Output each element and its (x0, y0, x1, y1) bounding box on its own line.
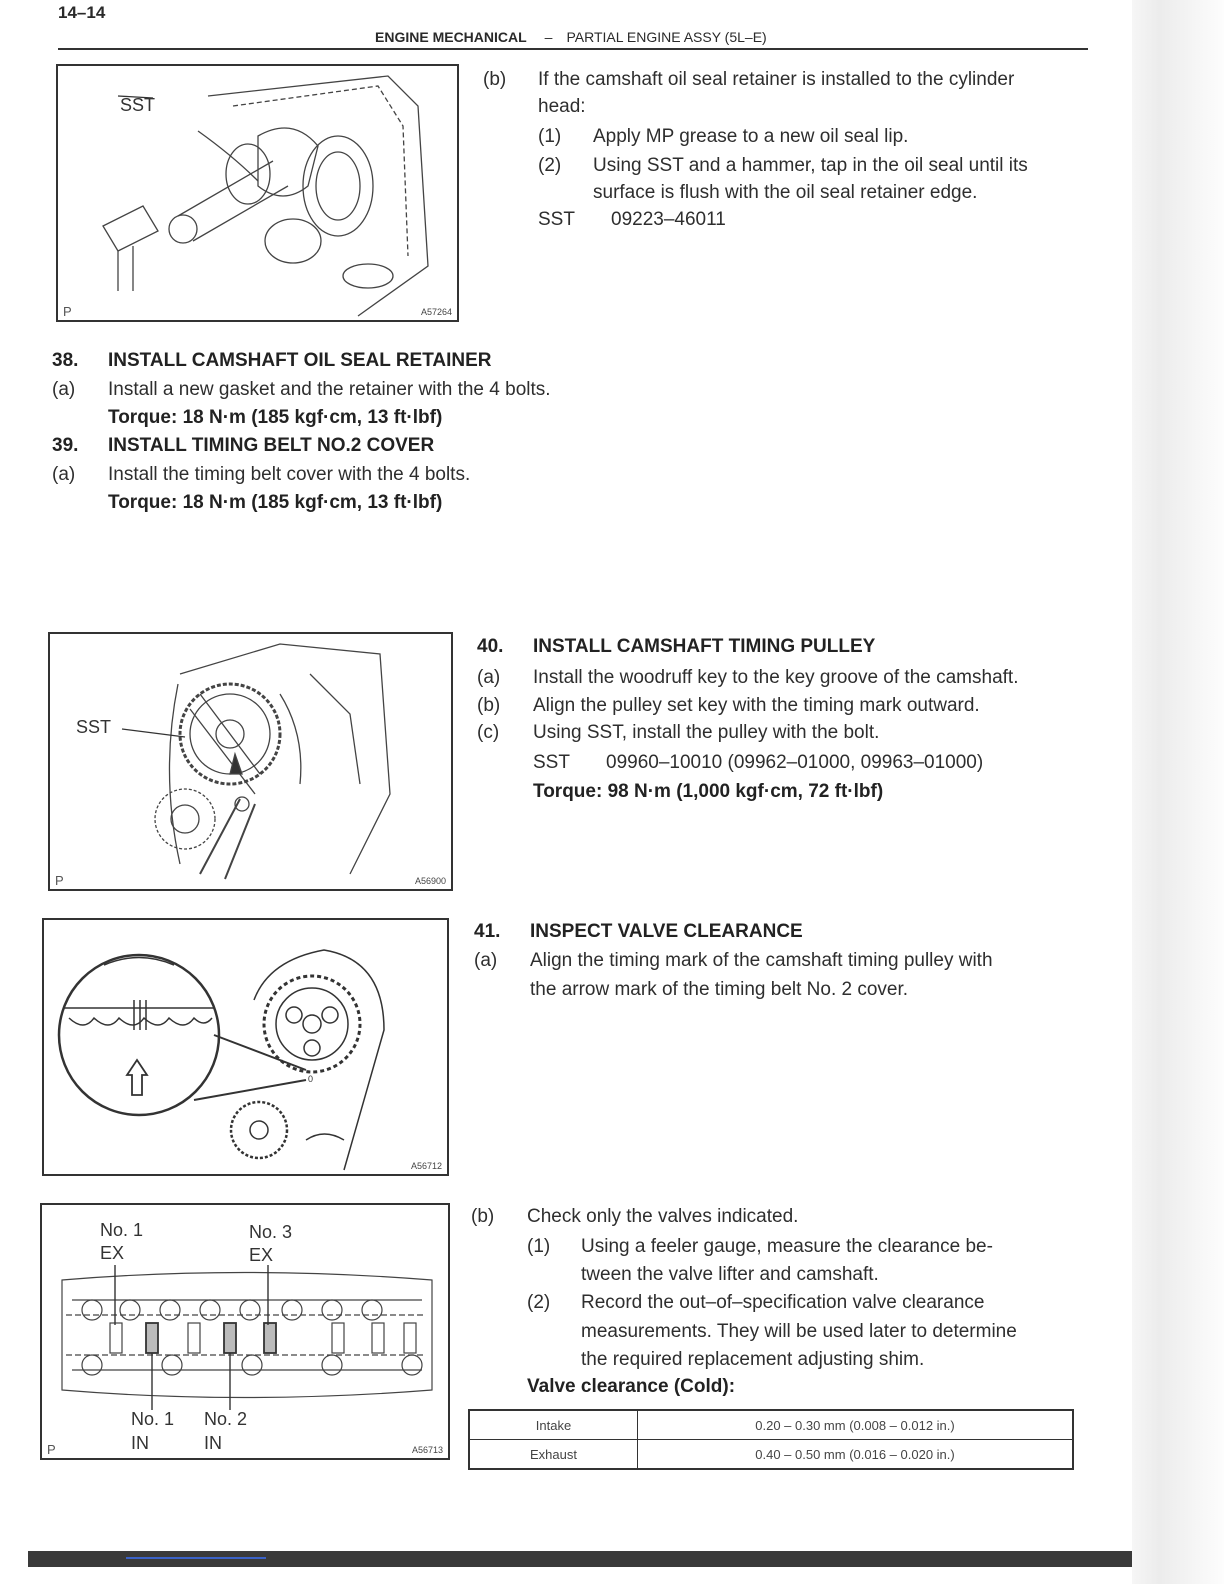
step-37b-line-1: If the camshaft oil seal retainer is installed to the cylinder (538, 69, 1015, 90)
oil-seal-illustration (58, 66, 457, 320)
figure-timing-mark-alignment (42, 918, 449, 1176)
step-38a-marker: (a) (52, 379, 76, 400)
valve-clearance-table (468, 1409, 1074, 1470)
label-no1-in-number: No. 1 (131, 1409, 175, 1429)
step-41b-2-line-1: Record the out–of–specification valve clearance (581, 1292, 985, 1313)
step-37b-2-marker: (2) (538, 155, 562, 176)
step-40b-text: Align the pulley set key with the timing mark outward. (533, 695, 980, 716)
step-37b-marker: (b) (483, 69, 507, 90)
spec-row-value: 0.20 – 0.30 mm (0.008 – 0.012 in.) (638, 1410, 1074, 1440)
step-40c-marker: (c) (477, 722, 500, 743)
step-41b-1-line-2: tween the valve lifter and camshaft. (581, 1264, 879, 1285)
step-37b-sst-label: SST (538, 209, 575, 230)
scan-bottom-bar (28, 1551, 1132, 1567)
figure-code: A57264 (420, 307, 452, 317)
step-40-sst-value: 09960–10010 (09962–01000, 09963–01000) (606, 752, 984, 773)
step-39-title: INSTALL TIMING BELT NO.2 COVER (108, 435, 435, 456)
step-41-number: 41. (474, 921, 501, 942)
figure-corner-mark: P (63, 304, 72, 319)
step-41a-line-2: the arrow mark of the timing belt No. 2 cover. (530, 979, 909, 1000)
header-separator: – (544, 29, 553, 45)
figure-corner-mark: P (47, 1442, 56, 1457)
step-38-number: 38. (52, 350, 79, 371)
page-number: 14–14 (58, 3, 106, 22)
step-39-number: 39. (52, 435, 79, 456)
step-37b-sst-value: 09223–46011 (611, 209, 726, 230)
figure-label-sst: SST (76, 717, 112, 737)
label-no1-ex-type: EX (100, 1243, 125, 1263)
label-no2-in-type: IN (204, 1433, 222, 1453)
spec-row-value: 0.40 – 0.50 mm (0.016 – 0.020 in.) (638, 1440, 1074, 1470)
figure-code: A56900 (414, 876, 446, 886)
table-row (469, 1440, 1073, 1470)
figure-corner-mark: P (55, 873, 64, 888)
step-40c-text: Using SST, install the pulley with the bolt. (533, 722, 880, 743)
step-41b-1-marker: (1) (527, 1236, 551, 1257)
step-37b-2-line-2: surface is flush with the oil seal retainer edge. (593, 182, 978, 203)
timing-pulley-illustration (50, 634, 451, 889)
step-39-torque: Torque: 18 N·m (185 kgf·cm, 13 ft·lbf) (108, 492, 443, 513)
step-41b-2-marker: (2) (527, 1292, 551, 1313)
step-40-number: 40. (477, 636, 504, 657)
spec-title: Valve clearance (Cold): (527, 1376, 736, 1397)
step-41b-marker: (b) (471, 1206, 495, 1227)
page-edge-shadow (1132, 0, 1224, 1584)
figure-code: A56712 (410, 1161, 442, 1171)
step-40a-marker: (a) (477, 667, 501, 688)
spec-row-name: Exhaust (469, 1440, 638, 1470)
label-no2-in-number: No. 2 (204, 1409, 248, 1429)
step-40a-text: Install the woodruff key to the key groove of the camshaft. (533, 667, 1019, 688)
header-section: ENGINE MECHANICAL (375, 29, 527, 45)
step-39a-text: Install the timing belt cover with the 4 bolts. (108, 464, 471, 485)
step-39a-marker: (a) (52, 464, 76, 485)
step-37b-line-2: head: (538, 96, 586, 117)
label-no1-in-type: IN (131, 1433, 149, 1453)
step-40-sst-label: SST (533, 752, 570, 773)
step-38-title: INSTALL CAMSHAFT OIL SEAL RETAINER (108, 350, 492, 371)
step-41-title: INSPECT VALVE CLEARANCE (530, 921, 803, 942)
figure-valve-layout (40, 1203, 450, 1460)
figure-timing-pulley-install (48, 632, 453, 891)
running-header (375, 29, 767, 45)
label-no3-ex-type: EX (249, 1245, 274, 1265)
header-rule (58, 48, 1088, 50)
header-subsection: PARTIAL ENGINE ASSY (5L–E) (566, 29, 767, 45)
label-no3-ex-number: No. 3 (249, 1222, 293, 1242)
step-40-torque: Torque: 98 N·m (1,000 kgf·cm, 72 ft·lbf) (533, 781, 884, 802)
figure-label-sst: SST (120, 95, 156, 115)
step-41b-2-line-2: measurements. They will be used later to determine (581, 1321, 1017, 1342)
figure-code: A56713 (411, 1445, 443, 1455)
step-38-torque: Torque: 18 N·m (185 kgf·cm, 13 ft·lbf) (108, 407, 443, 428)
step-41b-text: Check only the valves indicated. (527, 1206, 799, 1227)
table-row (469, 1410, 1073, 1440)
bottom-link-underline[interactable] (126, 1557, 266, 1559)
step-38a-text: Install a new gasket and the retainer with the 4 bolts. (108, 379, 551, 400)
timing-mark-illustration (44, 920, 447, 1174)
step-41b-1-line-1: Using a feeler gauge, measure the clearance be- (581, 1236, 993, 1257)
step-37b-2-line-1: Using SST and a hammer, tap in the oil seal until its (593, 155, 1028, 176)
step-41b-2-line-3: the required replacement adjusting shim. (581, 1349, 925, 1370)
step-41a-line-1: Align the timing mark of the camshaft timing pulley with (530, 950, 993, 971)
step-40-title: INSTALL CAMSHAFT TIMING PULLEY (533, 636, 876, 657)
step-37b-1-text: Apply MP grease to a new oil seal lip. (593, 126, 909, 147)
figure-oil-seal-install (56, 64, 459, 322)
svg-text:0: 0 (308, 1074, 314, 1084)
spec-row-name: Intake (469, 1410, 638, 1440)
step-41a-marker: (a) (474, 950, 498, 971)
label-no1-ex-number: No. 1 (100, 1220, 144, 1240)
step-37b-1-marker: (1) (538, 126, 562, 147)
step-40b-marker: (b) (477, 695, 501, 716)
